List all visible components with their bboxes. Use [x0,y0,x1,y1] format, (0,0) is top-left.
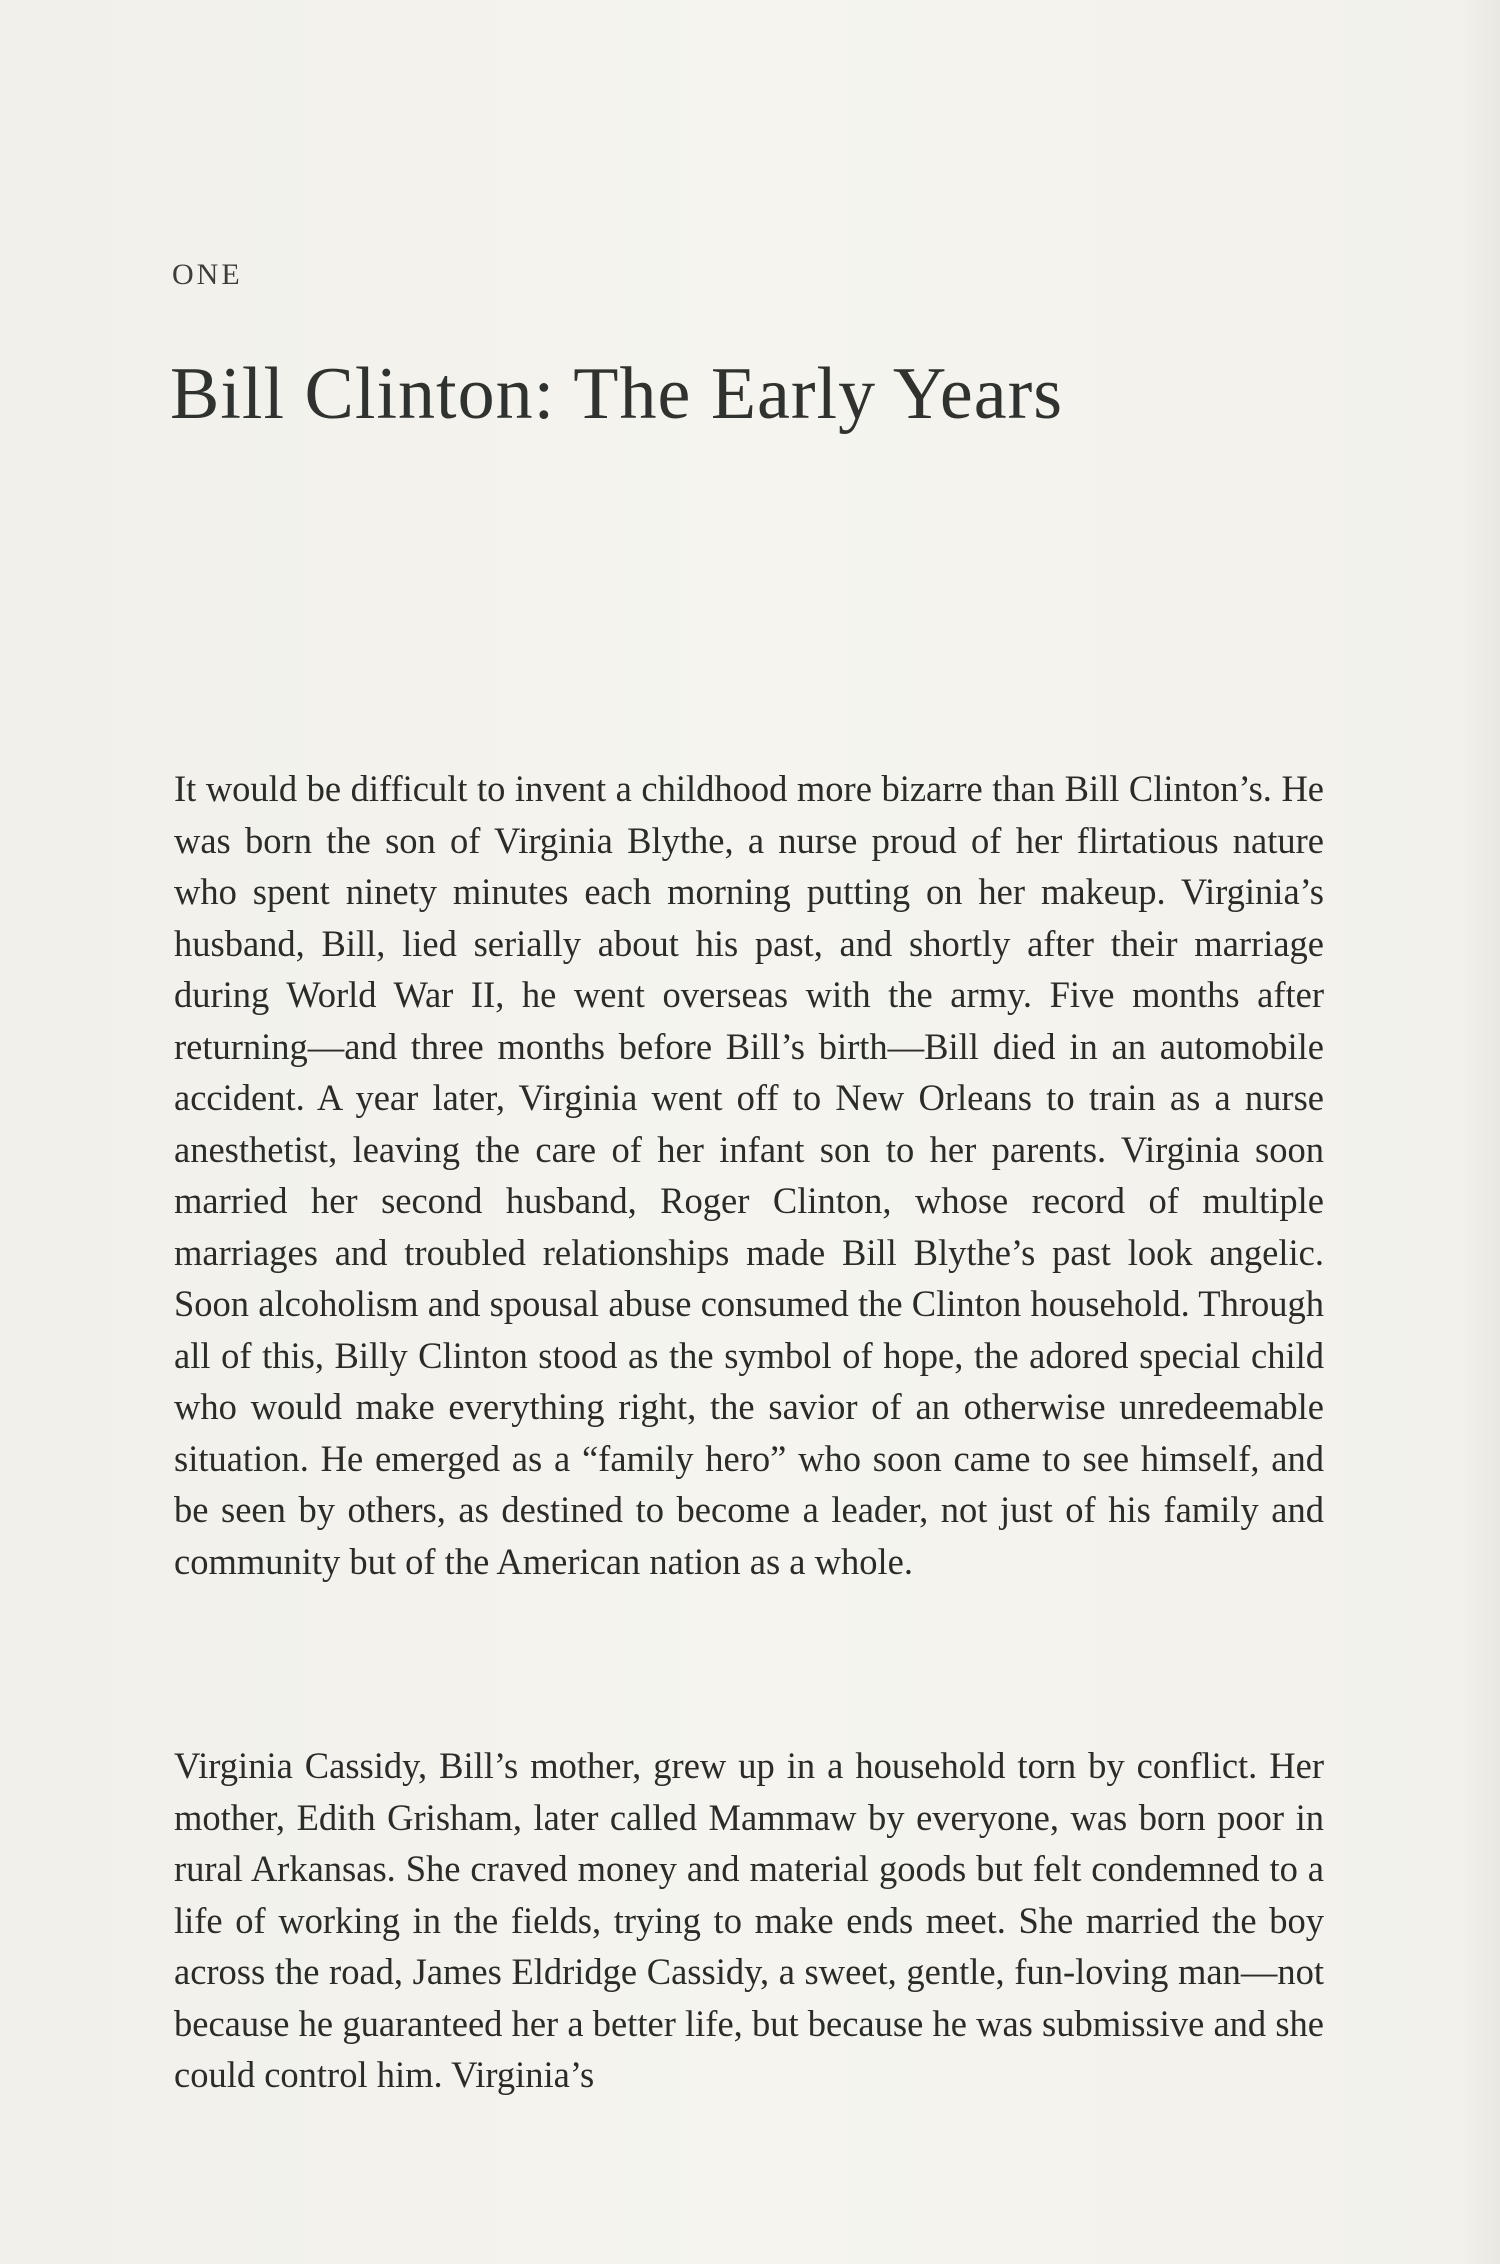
chapter-number: ONE [172,258,243,291]
page-edge-shadow [1460,0,1500,2264]
chapter-title: Bill Clinton: The Early Years [170,353,1064,435]
paragraph-1: It would be difficult to invent a childhood more bizarre than Bill Clinton’s. He was born the son of Virginia Blythe, a nurse proud of her flirtatious nature who spent ninety minutes each morning putting on her makeup. Virginia’s husband, Bill, lied serially about his past, and shortly after their marriage during World War II, he went overseas with the army. Five months after returning—and three months before Bill’s birth—Bill died in an automobile accident. A year later, Virginia went off to New Orleans to train as a nurse anesthetist, leaving the care of her infant son to her parents. Virginia soon married her second husband, Roger Clinton, whose record of multiple marriages and troubled relationships made Bill Blythe’s past look angelic. Soon alcoholism and spousal abuse consumed the Clinton household. Through all of this, Billy Clinton stood as the symbol of hope, the adored special child who would make everything right, the savior of an otherwise unredeemable situation. He emerged as a “family hero” who soon came to see himself, and be seen by others, as destined to become a leader, not just of his family and community but of the American nation as a whole. [174,768,1324,1582]
paragraph-2: Virginia Cassidy, Bill’s mother, grew up in a household torn by conflict. Her mother, Edith Grisham, later called Mammaw by everyone, was born poor in rural Arkansas. She craved money and material goods but felt condemned to a life of working in the fields, trying to make ends meet. She married the boy across the road, James Eldridge Cassidy, a sweet, gentle, fun-loving man—not because he guaranteed her a better life, but because he was submissive and she could control him. Virginia’s [174,1745,1324,2095]
